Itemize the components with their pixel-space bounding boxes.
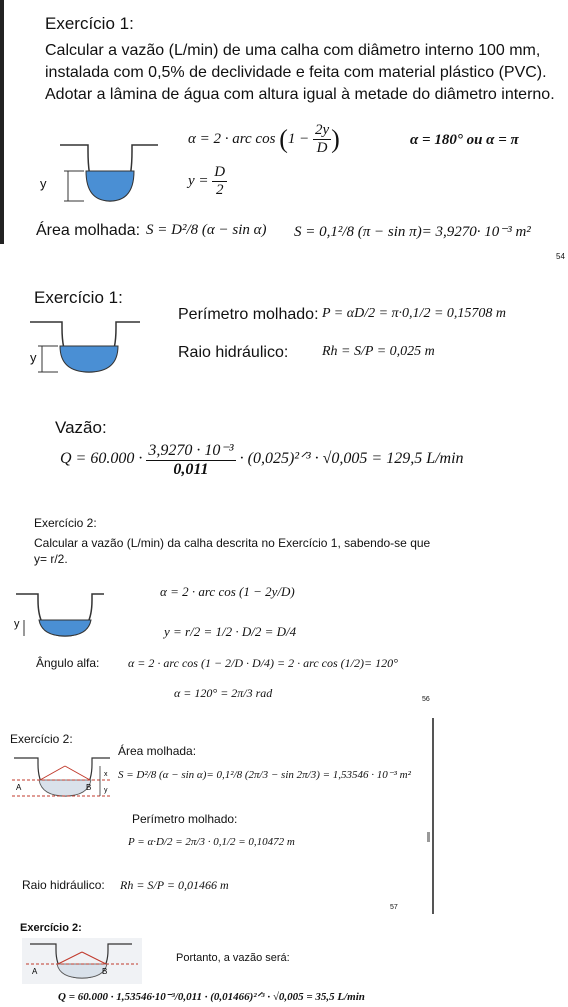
divider-line (432, 718, 434, 914)
slide1-title: Exercício 1: (45, 14, 134, 33)
flow-label: Vazão: (55, 418, 107, 437)
area-label: Área molhada: (36, 222, 141, 239)
slide5-title: Exercício 2: (20, 922, 82, 934)
diagram-label-b: B (102, 967, 108, 976)
gutter-diagram-half (40, 125, 160, 205)
y-equation: y = $\frac{D}{2}$ (188, 164, 226, 198)
slide3-body: Calcular a vazão (L/min) da calha descrita no Exercício 1, sabendo-se que y= r/2. (34, 536, 431, 566)
slide-edge-bar (0, 0, 4, 244)
flow-intro: Portanto, a vazão será: (176, 952, 290, 964)
gutter-diagram-quarter (8, 590, 108, 640)
diagram-label-x: x (104, 771, 108, 778)
radius-label: Raio hidráulico: (22, 878, 105, 892)
alpha-label: Ângulo alfa: (36, 656, 100, 670)
slide2-title: Exercício 1: (34, 288, 123, 307)
area-formula: S = D²/8 (α − sin α) (146, 222, 267, 238)
diagram-label-y: y (104, 787, 108, 794)
gutter-diagram-half (20, 318, 140, 378)
y-label: y (30, 350, 37, 365)
slide4-title: Exercício 2: (10, 732, 73, 746)
alpha-equation: α = 2 · arc cos (1 − 2y/D) (160, 584, 295, 599)
radius-formula: Rh = S/P = 0,01466 m (120, 878, 229, 892)
final-flow-equation: Q = 60.000 · 1,53546·10⁻³/0,011 · (0,01466)²ᐟ³ · √0,005 = 35,5 L/min (58, 991, 365, 1003)
diagram-label-b: B (86, 783, 92, 792)
diagram-label-a: A (32, 967, 38, 976)
perimeter-label: Perímetro molhado: (178, 306, 319, 323)
radius-label: Raio hidráulico: (178, 344, 289, 361)
perimeter-formula: P = α·D/2 = 2π/3 · 0,1/2 = 0,10472 m (128, 836, 295, 848)
area-label: Área molhada: (118, 744, 197, 758)
y-label: y (40, 176, 47, 191)
flow-equation: Q = 60.000 · $\frac{\text{3,9270 · 10⁻³}}{0,011}$ · (0,025)²ᐟ³ · √0,005 = 129,5 L/min (60, 442, 464, 478)
page-number: 54 (556, 252, 565, 261)
page-number: 57 (390, 904, 398, 911)
alpha-rad: α = 120° = 2π/3 rad (174, 686, 273, 700)
scroll-mark (427, 832, 430, 842)
radius-formula: Rh = S/P = 0,025 m (322, 344, 435, 359)
area-result: S = 0,1²/8 (π − sin π)= 3,9270· 10⁻³ m² (294, 224, 531, 240)
slide3-title: Exercício 2: (34, 516, 97, 530)
y-label: y (14, 618, 20, 630)
slide1-body: Calcular a vazão (L/min) de uma calha com diâmetro interno 100 mm, instalada com 0,5% de declividade e feita com material plástico (PVC). Adotar a lâmina de água com altura igual à metade do diâmetro interno. (45, 42, 555, 103)
alpha-result: α = 180° ou α = π (410, 132, 519, 148)
y-equation: y = r/2 = 1/2 · D/2 = D/4 (164, 624, 297, 639)
alpha-equation: α = 2 · arc cos (1 − $\frac{2y}{D}$ ) (188, 122, 340, 156)
perimeter-formula: P = αD/2 = π·0,1/2 = 0,15708 m (322, 306, 507, 321)
diagram-label-a: A (16, 783, 22, 792)
gutter-segment-diagram (22, 938, 142, 984)
gutter-segment-diagram (12, 754, 112, 800)
perimeter-label: Perímetro molhado: (132, 812, 238, 826)
area-formula: S = D²/8 (α − sin α)= 0,1²/8 (2π/3 − sin 2π/3) = 1,53546 · 10⁻³ m² (118, 769, 411, 781)
alpha-calc: α = 2 · arc cos (1 − 2/D · D/4) = 2 · arc cos (1/2)= 120° (128, 656, 398, 670)
page-number: 56 (422, 696, 430, 703)
